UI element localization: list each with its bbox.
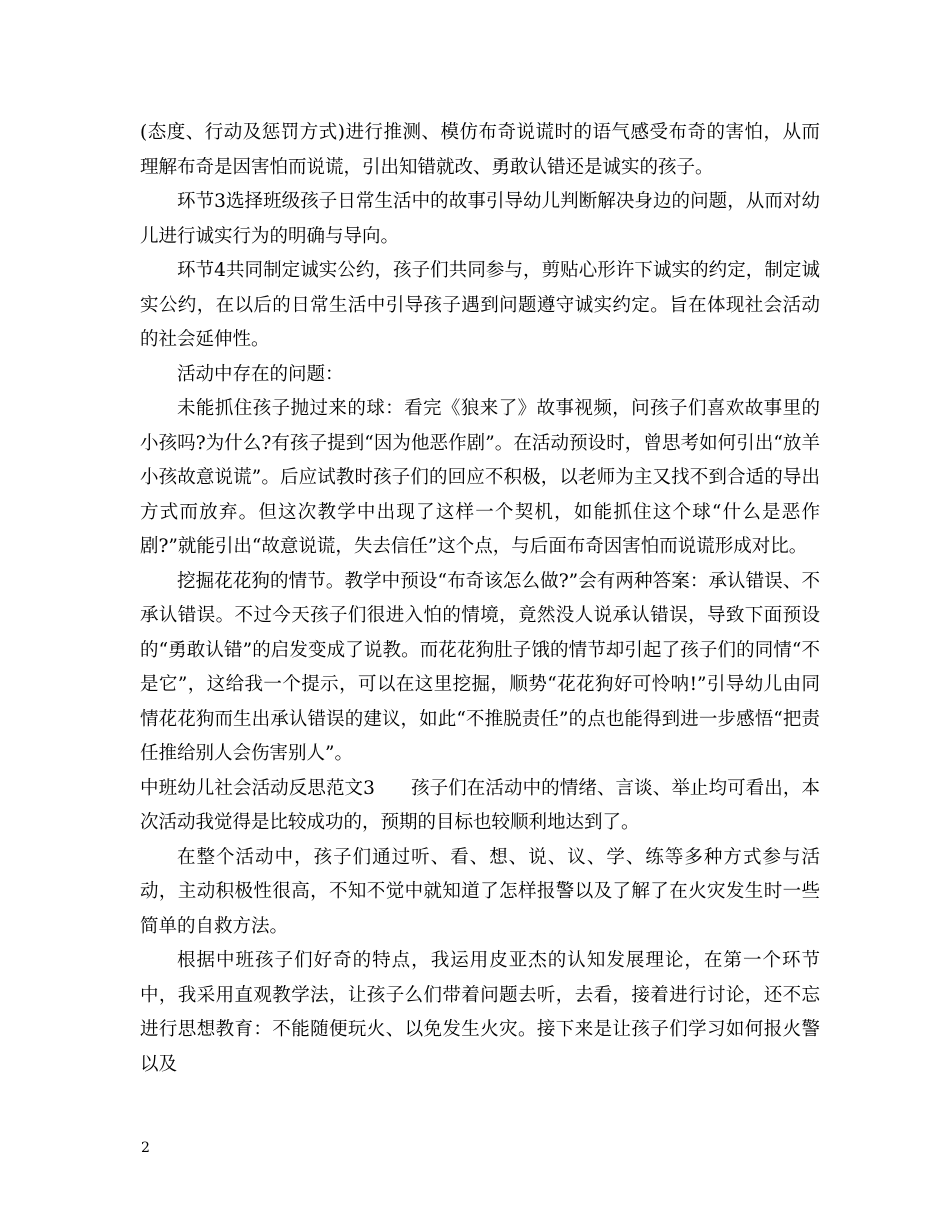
- paragraph-problems-heading: 活动中存在的问题：: [177, 363, 344, 385]
- paragraph-continued: (态度、行动及惩罚方式)进行推测、模仿布奇说谎时的语气感受布奇的害怕，从而理解布奇是因害怕而说谎，引出知错就改、勇敢认错还是诚实的孩子。: [140, 122, 820, 178]
- document-body: [140, 116, 820, 1082]
- paragraph-theory: 根据中班孩子们好奇的特点，我运用皮亚杰的认知发展理论，在第一个环节中，我采用直观教学法，让孩子么们带着问题去听，去看，接着进行讨论，还不忘进行思想教育：不能随便玩火、以免发生火灾。接下来是让孩子们学习如何报火警以及: [140, 950, 820, 1075]
- section-heading: [140, 772, 820, 841]
- section-title: 中班幼儿社会活动反思范文3: [140, 777, 375, 799]
- paragraph-step-4: 环节4共同制定诚实公约，孩子们共同参与，剪贴心形许下诚实的约定，制定诚实公约，在以后的日常生活中引导孩子遇到问题遵守诚实约定。旨在体现社会活动的社会延伸性。: [140, 260, 820, 350]
- page-number: 2: [141, 1140, 150, 1156]
- paragraph-problem-1: 未能抓住孩子抛过来的球：看完《狼来了》故事视频，问孩子们喜欢故事里的小孩吗?为什么?有孩子提到“因为他恶作剧”。在活动预设时，曾思考如何引出“放羊小孩故意说谎”。后应试教时孩子们的回应不积极，以老师为主又找不到合适的导出方式而放弃。但这次教学中出现了这样一个契机，如能抓住这个球“什么是恶作剧?”就能引出“故意说谎，失去信任”这个点，与后面布奇因害怕而说谎形成对比。: [140, 398, 820, 557]
- section-intro-text: 孩子们在活动中的情绪、言谈、举止均可看出，本次活动我觉得是比较成功的，预期的目标也较顺利地达到了。: [140, 777, 820, 833]
- paragraph-step-3: 环节3选择班级孩子日常生活中的故事引导幼儿判断解决身边的问题，从而对幼儿进行诚实行为的明确与导向。: [140, 191, 820, 247]
- paragraph-activity: 在整个活动中，孩子们通过听、看、想、说、议、学、练等多种方式参与活动，主动积极性很高，不知不觉中就知道了怎样报警以及了解了在火灾发生时一些简单的自救方法。: [140, 846, 820, 937]
- paragraph-problem-2: 挖掘花花狗的情节。教学中预设“布奇该怎么做?”会有两种答案：承认错误、不承认错误。不过今天孩子们很进入怕的情境，竟然没人说承认错误，导致下面预设的“勇敢认错”的启发变成了说教。而花花狗肚子饿的情节却引起了孩子们的同情“不是它”，这给我一个提示，可以在这里挖掘，顺势“花花狗好可怜呐!”引导幼儿由同情花花狗而生出承认错误的建议，如此“不推脱责任”的点也能得到进一步感悟“把责任推给别人会伤害别人”。: [140, 570, 820, 764]
